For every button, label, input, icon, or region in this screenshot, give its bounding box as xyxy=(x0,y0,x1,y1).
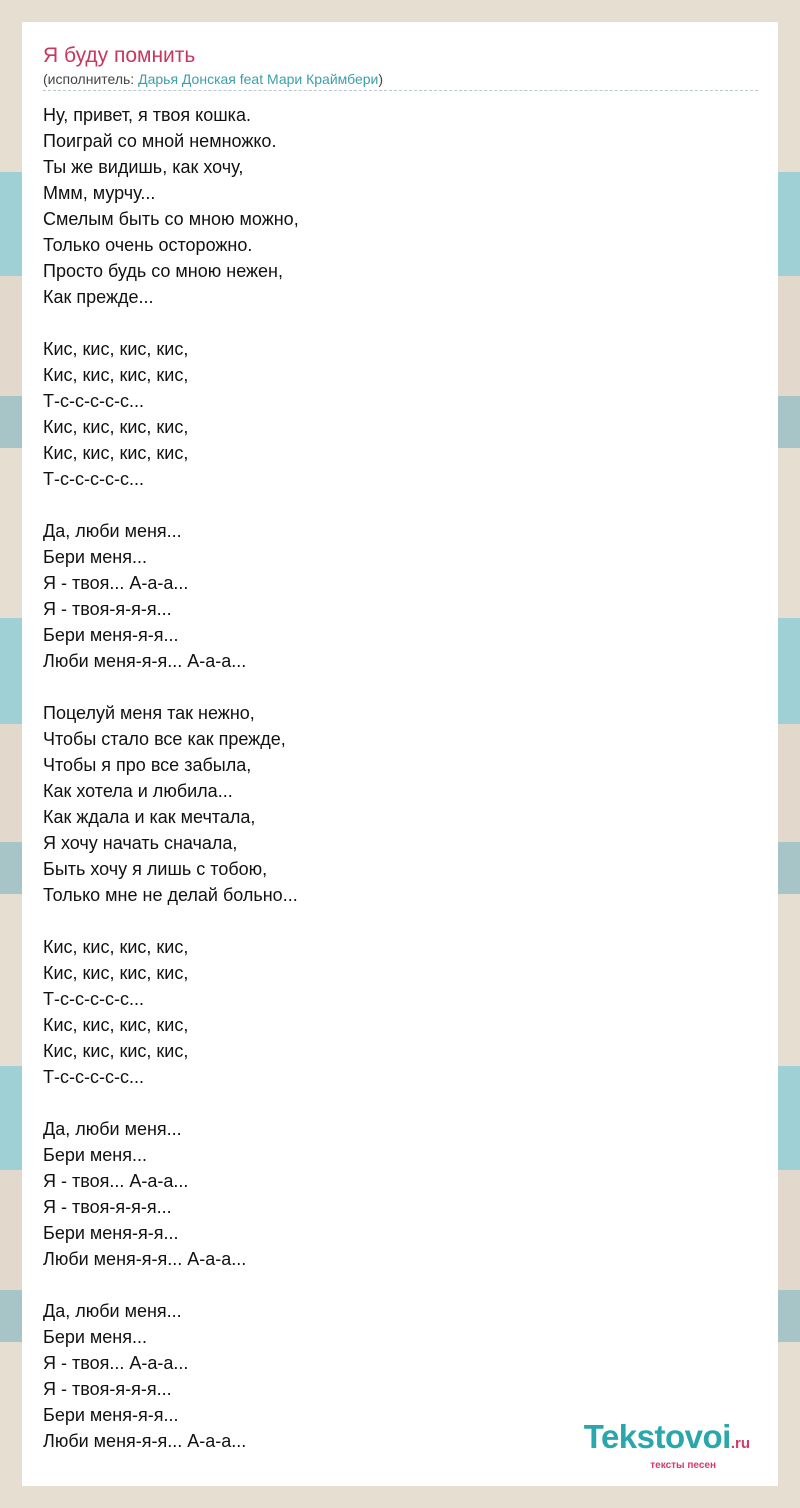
lyrics-text xyxy=(43,102,758,1454)
logo-domain-suffix: .ru xyxy=(730,1435,750,1452)
lyric-line: Просто будь со мною нежен, xyxy=(43,261,283,281)
stanza xyxy=(43,934,758,1090)
lyric-line: Я хочу начать сначала, xyxy=(43,833,238,853)
lyric-line: Я - твоя-я-я-я... xyxy=(43,1379,172,1399)
lyric-line: Чтобы я про все забыла, xyxy=(43,755,252,775)
lyric-line: Ты же видишь, как хочу, xyxy=(43,157,244,177)
logo-wordmark xyxy=(540,1420,750,1460)
lyric-line: Бери меня-я-я... xyxy=(43,1223,179,1243)
lyric-line: Бери меня-я-я... xyxy=(43,625,179,645)
lyric-line: Т-с-с-с-с-с... xyxy=(43,989,144,1009)
lyric-line: Кис, кис, кис, кис, xyxy=(43,963,189,983)
lyrics-card xyxy=(22,22,778,1486)
stanza xyxy=(43,336,758,492)
lyric-line: Кис, кис, кис, кис, xyxy=(43,365,189,385)
lyric-line: Кис, кис, кис, кис, xyxy=(43,937,189,957)
lyric-line: Как хотела и любила... xyxy=(43,781,233,801)
lyric-line: Как ждала и как мечтала, xyxy=(43,807,256,827)
lyric-line: Кис, кис, кис, кис, xyxy=(43,1015,189,1035)
lyric-line: Поцелуй меня так нежно, xyxy=(43,703,255,723)
lyric-line: Я - твоя... А-а-а... xyxy=(43,1171,189,1191)
lyric-line: Кис, кис, кис, кис, xyxy=(43,1041,189,1061)
lyric-line: Люби меня-я-я... А-а-а... xyxy=(43,1249,247,1269)
site-logo[interactable] xyxy=(540,1418,750,1471)
lyric-line: Бери меня-я-я... xyxy=(43,1405,179,1425)
lyric-line: Кис, кис, кис, кис, xyxy=(43,339,189,359)
lyric-line: Только очень осторожно. xyxy=(43,235,253,255)
lyric-line: Да, люби меня... xyxy=(43,1119,182,1139)
lyric-line: Бери меня... xyxy=(43,547,147,567)
lyric-line: Быть хочу я лишь с тобою, xyxy=(43,859,268,879)
lyric-line: Поиграй со мной немножко. xyxy=(43,131,277,151)
lyric-line: Да, люби меня... xyxy=(43,1301,182,1321)
lyric-line: Т-с-с-с-с-с... xyxy=(43,1067,144,1087)
lyric-line: Я - твоя-я-я-я... xyxy=(43,1197,172,1217)
song-title: Я буду помнить xyxy=(43,44,196,67)
lyric-line: Ну, привет, я твоя кошка. xyxy=(43,105,251,125)
artist-line xyxy=(43,70,758,91)
lyric-line: Только мне не делай больно... xyxy=(43,885,298,905)
logo-main-text: Tekstovoi xyxy=(583,1418,731,1455)
logo-tagline: тексты песен xyxy=(650,1460,716,1471)
lyric-line: Люби меня-я-я... А-а-а... xyxy=(43,1431,247,1451)
lyric-line: Я - твоя... А-а-а... xyxy=(43,573,189,593)
lyric-line: Кис, кис, кис, кис, xyxy=(43,417,189,437)
artist-link[interactable]: Дарья Донская feat Мари Краймбери xyxy=(138,71,379,87)
lyric-line: Смелым быть со мною можно, xyxy=(43,209,299,229)
lyric-line: Люби меня-я-я... А-а-а... xyxy=(43,651,247,671)
lyric-line: Бери меня... xyxy=(43,1327,147,1347)
lyric-line: Как прежде... xyxy=(43,287,154,307)
stanza xyxy=(43,700,758,908)
lyric-line: Я - твоя... А-а-а... xyxy=(43,1353,189,1373)
artist-prefix: (исполнитель: xyxy=(43,71,139,87)
stanza xyxy=(43,518,758,674)
stanza xyxy=(43,102,758,310)
stanza xyxy=(43,1116,758,1272)
lyric-line: Чтобы стало все как прежде, xyxy=(43,729,286,749)
artist-suffix: ) xyxy=(378,71,384,87)
lyric-line: Я - твоя-я-я-я... xyxy=(43,599,172,619)
lyric-line: Бери меня... xyxy=(43,1145,147,1165)
lyric-line: Кис, кис, кис, кис, xyxy=(43,443,189,463)
lyric-line: Ммм, мурчу... xyxy=(43,183,156,203)
lyric-line: Т-с-с-с-с-с... xyxy=(43,469,144,489)
lyric-line: Т-с-с-с-с-с... xyxy=(43,391,144,411)
lyric-line: Да, люби меня... xyxy=(43,521,182,541)
